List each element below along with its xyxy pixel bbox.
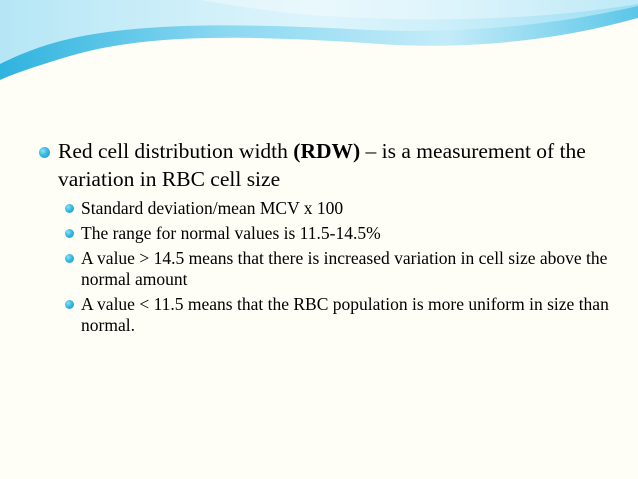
sub-bullet <box>38 223 618 244</box>
bullet-list <box>38 137 618 340</box>
header-wave-banner <box>0 0 638 90</box>
sub-bullet-text: A value > 14.5 means that there is increased variation in cell size above the normal amount <box>81 248 608 289</box>
sub-bullet <box>38 248 618 290</box>
sub-bullet-text: A value < 11.5 means that the RBC population is more uniform in size than normal. <box>81 294 609 335</box>
sub-bullet <box>38 294 618 336</box>
sub-bullet <box>38 198 618 219</box>
bullet-dot-icon <box>65 300 74 309</box>
bullet-dot-icon <box>39 147 50 158</box>
bullet-dot-icon <box>65 229 74 238</box>
bullet-dot-icon <box>65 204 74 213</box>
sub-bullet-text: The range for normal values is 11.5-14.5% <box>81 223 381 243</box>
main-bullet-text-start: Red cell distribution width <box>58 139 294 163</box>
sub-bullet-text: Standard deviation/mean MCV x 100 <box>81 198 344 218</box>
main-bullet-text-bold: (RDW) <box>293 139 361 163</box>
main-bullet <box>38 137 618 193</box>
main-bullet-text-end: – is a measurement of the variation in RBC cell size <box>58 139 586 191</box>
bullet-dot-icon <box>65 254 74 263</box>
